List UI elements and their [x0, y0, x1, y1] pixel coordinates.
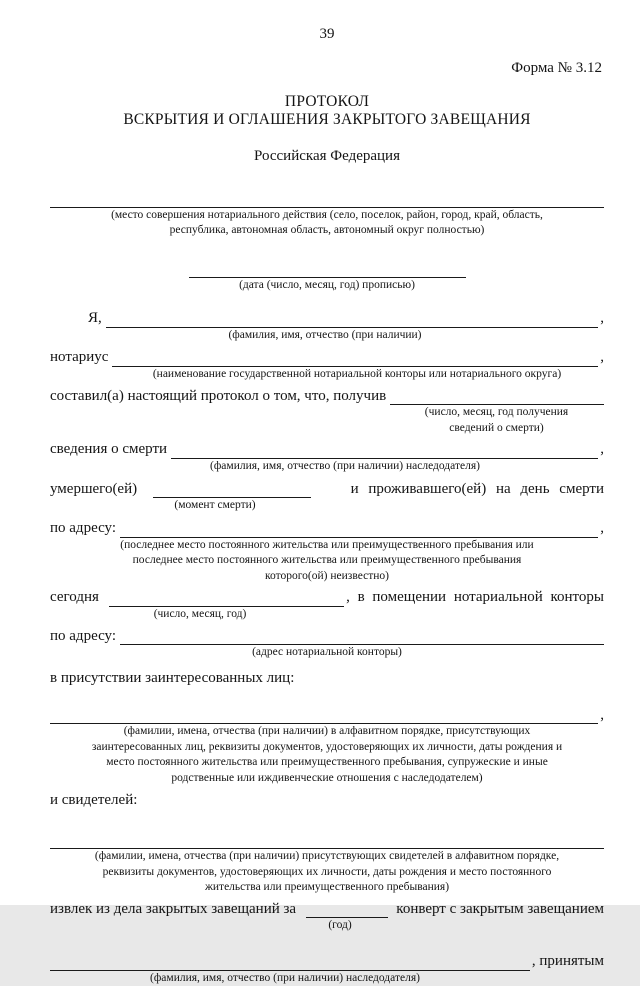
death-info-label: сведения о смерти [50, 441, 168, 458]
last-address-caption-1: (последнее место постоянного жительства или преимущественного пребывания или [120, 538, 534, 551]
notary-label: нотариус [50, 349, 109, 366]
declarant-caption-row [50, 328, 604, 344]
accepted-field [50, 952, 604, 971]
witnesses-caption-1: (фамилии, имена, отчества (при наличии) присутствующих свидетелей в алфавитном порядке, [94, 850, 560, 863]
accepted-caption: (фамилия, имя, отчество (при наличии) наследодателя) [150, 971, 420, 984]
today-date-blank [109, 590, 344, 607]
received-field [50, 387, 604, 406]
death-info-comma: , [600, 441, 604, 458]
interested-field [50, 706, 604, 725]
today-field [50, 588, 604, 607]
declarant-field [50, 309, 604, 328]
received-caption-1: (число, месяц, год получения [424, 406, 569, 419]
last-address-blank [120, 521, 598, 538]
deceased-field [50, 480, 604, 499]
envelope-field [50, 900, 604, 919]
interested-caption-4: родственные или иждивенческие отношения с наследодателем) [171, 771, 483, 784]
last-address-comma: , [600, 519, 604, 536]
witnesses-heading-row [50, 791, 604, 810]
received-caption [389, 405, 604, 436]
document-title [50, 93, 604, 130]
declarant-comma: , [600, 310, 604, 327]
today-caption-row [50, 607, 604, 623]
year-caption-row [50, 918, 604, 934]
office-address-caption: (адрес нотариальной конторы) [252, 646, 402, 659]
interested-heading: в присутствии заинтересованных лиц: [50, 669, 295, 686]
deceased-label: умершего(ей) [50, 480, 138, 497]
witnesses-caption-3: жительства или преимущественного пребывания) [204, 881, 450, 894]
witnesses-field [50, 832, 604, 849]
place-blank-line [50, 191, 604, 208]
country-heading: Российская Федерация [254, 147, 400, 164]
interested-persons-blank [50, 707, 598, 724]
place-caption-2: республика, автономная область, автономный округ полностью) [169, 224, 485, 237]
witnesses-heading: и свидетелей: [50, 792, 138, 809]
today-caption: (число, месяц, год) [153, 608, 247, 620]
notary-comma: , [600, 349, 604, 366]
page-number: 39 [319, 26, 335, 42]
notary-caption-row [50, 367, 604, 383]
last-address-label: по адресу: [50, 519, 117, 536]
notary-field [50, 348, 604, 367]
testator-name-blank [171, 442, 598, 459]
place-field [50, 191, 604, 208]
received-label: составил(а) настоящий протокол о том, что, получив [50, 387, 387, 404]
form-number: Форма № 3.12 [511, 60, 602, 76]
last-address-caption-3: которого(ой) неизвестно) [265, 569, 389, 582]
office-address-field [50, 627, 604, 646]
accepted-suffix: , принятым [531, 952, 604, 969]
death-info-caption-row [50, 459, 604, 475]
accepted-caption-row [50, 971, 604, 986]
title-line-1: ПРОТОКОЛ [284, 93, 370, 110]
death-info-field [50, 440, 604, 459]
declarant-caption: (фамилия, имя, отчество (при наличии) [228, 328, 422, 341]
death-moment-blank [153, 481, 311, 498]
received-caption-2: сведений о смерти) [449, 421, 544, 434]
today-label: сегодня [50, 589, 99, 606]
office-address-label: по адресу: [50, 627, 117, 644]
declarant-name-blank [106, 311, 598, 328]
interested-caption-2: заинтересованных лиц, реквизиты документов, удостоверяющих их личности, даты рождения и [91, 740, 563, 753]
office-address-blank [120, 628, 604, 645]
death-moment-caption-row [50, 498, 604, 514]
date-words-field [50, 261, 604, 278]
interested-caption-3: место постоянного жительства или преимущественного пребывания, супружеские и иные [106, 756, 548, 769]
received-date-blank [390, 388, 604, 405]
last-address-field [50, 519, 604, 538]
notary-office-blank [112, 350, 598, 367]
witnesses-blank [50, 832, 604, 849]
death-info-caption: (фамилия, имя, отчество (при наличии) наследодателя) [210, 460, 480, 473]
death-moment-caption: (момент смерти) [174, 499, 256, 512]
title-line-2: ВСКРЫТИЯ И ОГЛАШЕНИЯ ЗАКРЫТОГО ЗАВЕЩАНИЯ [123, 111, 531, 129]
interested-caption-1: (фамилии, имена, отчества (при наличии) в алфавитном порядке, присутствующих [123, 725, 531, 738]
date-words-blank-line [189, 261, 466, 278]
interested-heading-row [50, 669, 604, 688]
notary-caption: (наименование государственной нотариальной конторы или нотариального округа) [152, 368, 562, 381]
declarant-label: Я, [88, 310, 102, 327]
year-caption: (год) [328, 919, 352, 932]
accepted-from-blank [50, 954, 530, 971]
witnesses-caption-2: реквизиты документов, удостоверяющих их личности, даты рождения и место постоянного [102, 865, 552, 878]
envelope-label: извлек из дела закрытых завещаний за [50, 900, 297, 917]
date-words-caption: (дата (число, месяц, год) прописью) [239, 278, 415, 291]
interested-comma: , [600, 706, 604, 723]
received-caption-row [50, 405, 604, 436]
last-address-caption-2: последнее место постоянного жительства или преимущественного пребывания [132, 554, 522, 567]
today-suffix: , в помещении нотариальной конторы [346, 589, 604, 606]
place-caption-1: (место совершения нотариального действия (село, поселок, район, город, край, область, [111, 208, 543, 221]
year-blank [306, 901, 388, 918]
deceased-suffix: и проживавшего(ей) на день смерти [350, 480, 604, 497]
envelope-suffix: конверт с закрытым завещанием [396, 900, 604, 917]
